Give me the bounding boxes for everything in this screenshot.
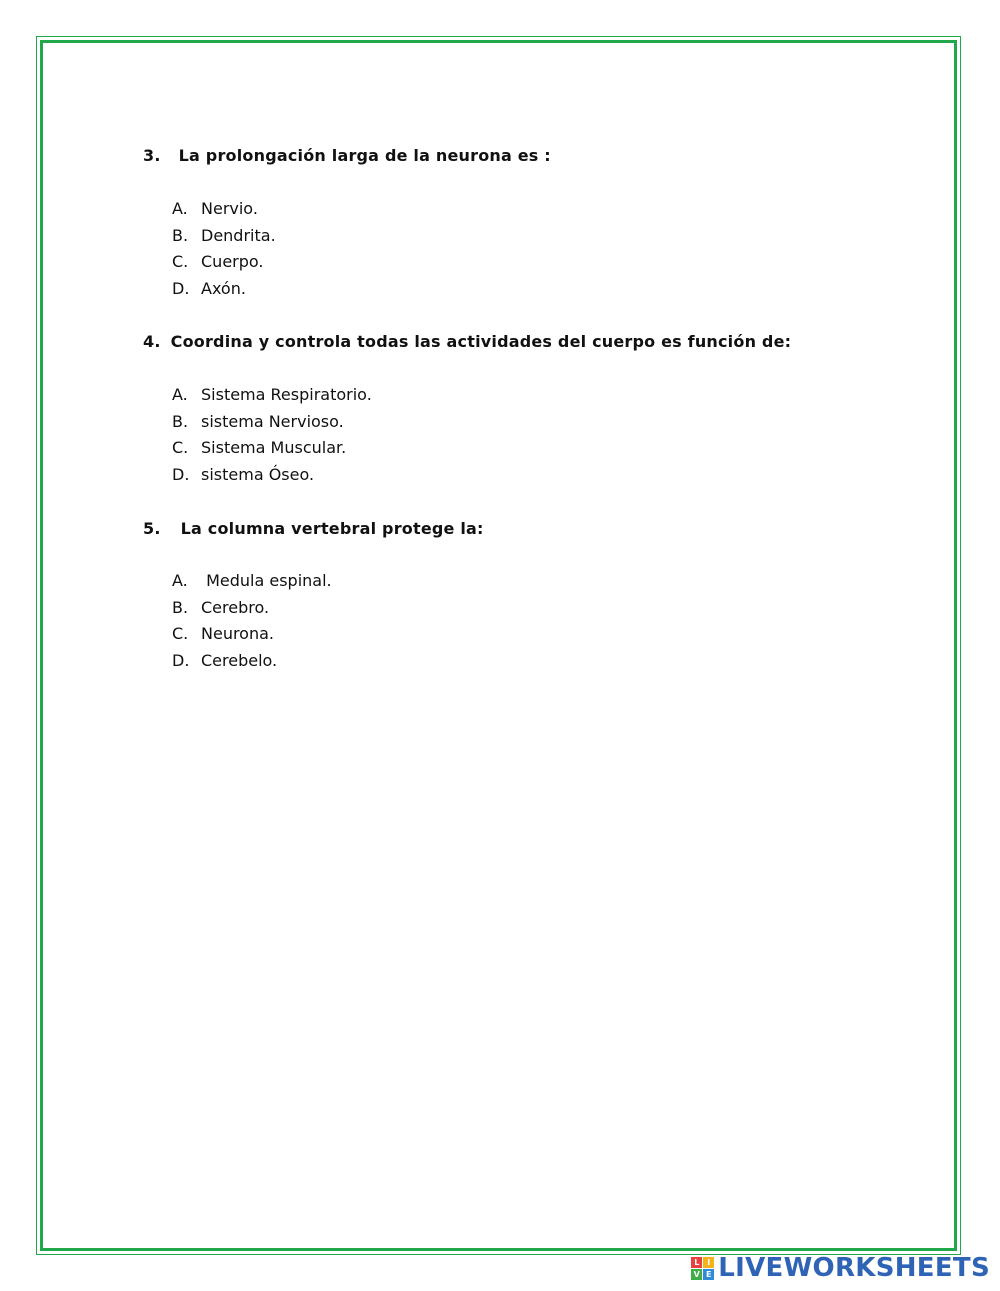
logo-text: LIVEWORKSHEETS bbox=[718, 1253, 990, 1283]
option-letter: B. bbox=[172, 597, 189, 617]
option-3a[interactable] bbox=[172, 196, 276, 223]
option-text: sistema Nervioso. bbox=[201, 411, 344, 431]
option-4b[interactable] bbox=[172, 409, 372, 436]
option-5d[interactable] bbox=[172, 648, 332, 675]
option-text: Cerebro. bbox=[201, 597, 270, 617]
option-letter: D. bbox=[172, 465, 190, 485]
question-text: La prolongación larga de la neurona es : bbox=[178, 146, 551, 165]
logo-mark-cell: V bbox=[691, 1269, 702, 1280]
question-text: Coordina y controla todas las actividades del cuerpo es función de: bbox=[170, 332, 792, 351]
option-letter: B. bbox=[172, 411, 189, 431]
logo-mark-cell: E bbox=[703, 1269, 714, 1280]
option-letter: C. bbox=[172, 438, 189, 458]
option-3b[interactable] bbox=[172, 223, 276, 250]
option-letter: A. bbox=[172, 571, 188, 590]
option-letter: C. bbox=[172, 624, 189, 644]
option-letter: D. bbox=[172, 279, 190, 299]
question-3 bbox=[143, 146, 551, 165]
option-text: Sistema Muscular. bbox=[201, 438, 347, 458]
option-text: Axón. bbox=[201, 279, 246, 299]
option-text: Sistema Respiratorio. bbox=[201, 385, 372, 404]
option-text: Dendrita. bbox=[201, 225, 276, 245]
question-number: 5. bbox=[143, 519, 161, 538]
option-letter: A. bbox=[172, 199, 188, 218]
question-number: 3. bbox=[143, 146, 161, 165]
question-4 bbox=[143, 332, 791, 351]
logo-mark-cell: L bbox=[691, 1257, 702, 1268]
logo-mark-cell: I bbox=[703, 1257, 714, 1268]
option-text: Medula espinal. bbox=[201, 571, 332, 590]
option-4a[interactable] bbox=[172, 382, 372, 409]
option-4d[interactable] bbox=[172, 462, 372, 489]
options-list-5 bbox=[172, 568, 332, 675]
option-3d[interactable] bbox=[172, 276, 276, 303]
option-text: Cerebelo. bbox=[201, 651, 278, 671]
option-letter: B. bbox=[172, 225, 189, 245]
options-list-3 bbox=[172, 196, 276, 303]
option-text: Cuerpo. bbox=[201, 252, 264, 272]
option-text: sistema Óseo. bbox=[201, 465, 315, 485]
option-5c[interactable] bbox=[172, 621, 332, 648]
liveworksheets-logo[interactable] bbox=[691, 1253, 990, 1283]
option-text: Nervio. bbox=[201, 199, 258, 218]
question-number: 4. bbox=[143, 332, 161, 351]
option-5a[interactable] bbox=[172, 568, 332, 595]
option-4c[interactable] bbox=[172, 435, 372, 462]
option-5b[interactable] bbox=[172, 595, 332, 622]
option-text: Neurona. bbox=[201, 624, 274, 644]
option-letter: D. bbox=[172, 651, 190, 671]
question-text: La columna vertebral protege la: bbox=[180, 519, 484, 538]
logo-mark-icon bbox=[691, 1257, 714, 1280]
options-list-4 bbox=[172, 382, 372, 489]
question-5 bbox=[143, 519, 484, 538]
option-letter: A. bbox=[172, 385, 188, 404]
option-3c[interactable] bbox=[172, 249, 276, 276]
option-letter: C. bbox=[172, 252, 189, 272]
